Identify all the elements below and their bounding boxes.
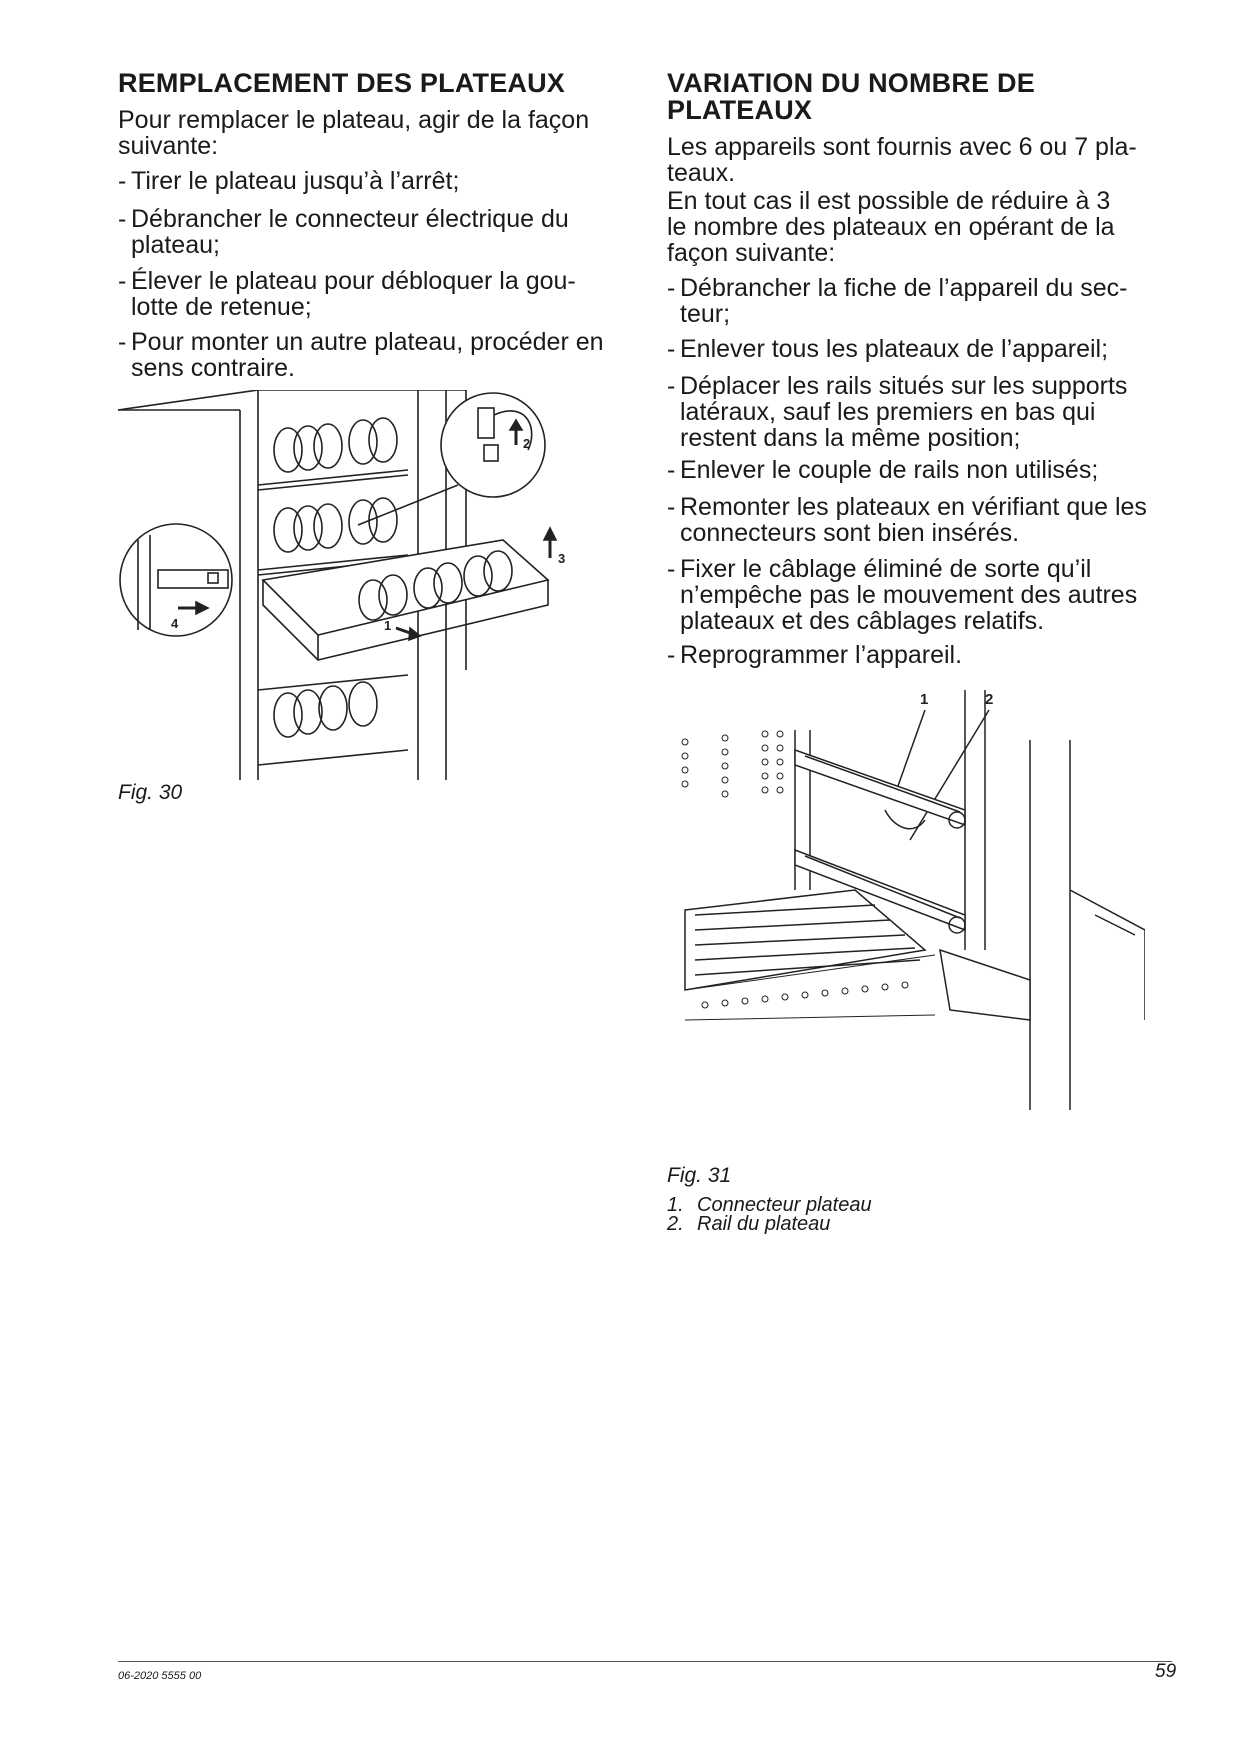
variation-step: - Fixer le câblage éliminé de sorte qu’il n’empêche pas le mouvement des autres plateaux et des câblages relatifs. (667, 555, 1138, 635)
replacement-step: - Pour monter un autre plateau, procéder en sens contraire. (118, 328, 604, 382)
callout-1: 1 (384, 618, 392, 633)
callout-1: 1 (920, 691, 929, 708)
footer-divider (118, 1661, 1172, 1662)
variation-intro-2: En tout cas il est possible de réduire à 3 le nombre des plateaux en opérant de la façon suivante: (667, 187, 1115, 267)
connector-detail-circle (358, 393, 545, 525)
page-number: 59 (1155, 1661, 1177, 1682)
document-code: 06-2020 5555 00 (118, 1670, 202, 1682)
upper-rail (795, 750, 965, 829)
section-title-replacement: REMPLACEMENT DES PLATEAUX (118, 68, 566, 98)
pulled-tray (263, 540, 548, 660)
variation-step: - Reprogrammer l’appareil. (667, 641, 963, 669)
arrow-up-icon (544, 528, 556, 540)
callout-2: 2 (985, 691, 994, 708)
figure-caption-30: Fig. 30 (118, 781, 183, 804)
replacement-intro (118, 107, 638, 159)
intro-line: suivante: (118, 132, 219, 160)
step-line: - Tirer le plateau jusqu’à l’arrêt; (118, 167, 460, 195)
variation-step: - Enlever tous les plateaux de l’appareil; (667, 335, 1109, 363)
callout-2: 2 (523, 436, 531, 451)
perforated-panel (682, 731, 783, 797)
upper-shelf (258, 418, 408, 575)
variation-step: - Remonter les plateaux en vérifiant que les connecteurs sont bien insérés. (667, 493, 1147, 547)
variation-step: - Enlever le couple de rails non utilisés; (667, 456, 1099, 484)
rail-detail-circle (120, 524, 232, 636)
replacement-step: - Élever le plateau pour débloquer la gou- lotte de retenue; (118, 267, 576, 321)
lower-shelf (258, 675, 408, 765)
section-title-variation: VARIATION DU NOMBRE DE PLATEAUX (667, 68, 1035, 125)
callout-4: 4 (171, 616, 179, 631)
condenser-grid (685, 890, 925, 990)
callout-3: 3 (558, 551, 566, 566)
variation-step: - Déplacer les rails situés sur les supports latéraux, sauf les premiers en bas qui restent dans la même position; (667, 372, 1128, 452)
replacement-step (118, 168, 638, 194)
perforated-floor (685, 955, 935, 1020)
intro-line: Pour remplacer le plateau, agir de la façon (118, 106, 590, 134)
tray-rail-illustration (675, 690, 1145, 1130)
legend-item: 1. Connecteur plateau (667, 1194, 872, 1216)
figure-legend (667, 1196, 872, 1234)
legend-item: 2. Rail du plateau (667, 1213, 831, 1235)
vending-tray-illustration (118, 390, 588, 790)
figure-caption-31: Fig. 31 (667, 1164, 732, 1187)
variation-step: - Débrancher la fiche de l’appareil du sec- teur; (667, 274, 1128, 328)
variation-intro: Les appareils sont fournis avec 6 ou 7 pla- teaux. (667, 133, 1137, 187)
replacement-step: - Débrancher le connecteur électrique du plateau; (118, 205, 569, 259)
